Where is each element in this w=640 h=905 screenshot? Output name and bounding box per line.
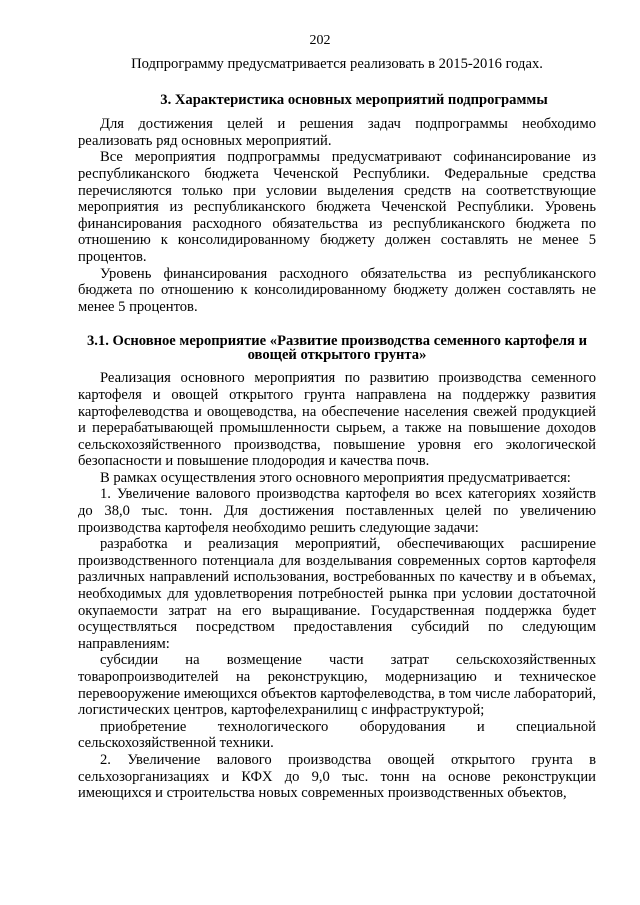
section-3-paragraph: Для достижения целей и решения задач подпрограммы необходимо реализовать ряд основных мероприятий.	[78, 116, 596, 149]
section-3-paragraph: Все мероприятия подпрограммы предусматривают софинансирование из республиканского бюджета Чеченской Республики. Федеральные средства перечисляются только при условии выделения средств на соответствующие мероприятия из республиканского бюджета Чеченской Республики. Уровень финансирования расходного обязательства из республиканского бюджета по отношению к консолидированному бюджету должен составлять не менее 5 процентов.	[78, 149, 596, 265]
intro-line: Подпрограмму предусматривается реализовать в 2015-2016 годах.	[131, 56, 543, 72]
section-3-1-paragraph: разработка и реализация мероприятий, обеспечивающих расширение производственного потенциала для возделывания современных сортов картофеля различных направлений использования, востребованных по качеству и в объемах, необходимых для удовлетворения потребностей рынка при условии достаточной окупаемости затрат на его выращивание. Государственная поддержка будет осуществляться посредством предоставления субсидий по следующим направлениям:	[78, 536, 596, 652]
section-3-1-list-item: 2. Увеличение валового производства овощей открытого грунта в сельхозорганизациях и КФХ до 9,0 тыс. тонн на основе реконструкции имеющихся и строительства новых современных производственных объектов,	[78, 751, 596, 802]
section-3-paragraph: Уровень финансирования расходного обязательства из республиканского бюджета по отношению к консолидированному бюджету должен составлять не менее 5 процентов.	[78, 265, 596, 315]
section-3-1-paragraph: приобретение технологического оборудования и специальной сельскохозяйственной техники.	[78, 718, 596, 752]
section-3-1-paragraph: Реализация основного мероприятия по развитию производства семенного картофеля и овощей открытого грунта направлена на поддержку развития картофелеводства и овощеводства, на обеспечение населения свежей продукцией и перерабатывающей промышленности сырьем, а также на повышение доходов сельскохозяйственного производства, повышение уровня его экологической безопасности и повышение плодородия и качества почв.	[78, 370, 596, 470]
section-3-heading: 3. Характеристика основных мероприятий подпрограммы	[160, 91, 548, 108]
page-content	[78, 56, 596, 802]
section-3-1-list-item: 1. Увеличение валового производства картофеля во всех категориях хозяйств до 38,0 тыс. тонн. Для достижения поставленных целей по увеличению производства картофеля необходимо решить следующие задачи:	[78, 486, 596, 536]
section-3-1-heading: 3.1. Основное мероприятие «Развитие производства семенного картофеля и овощей открытого грунта»	[86, 333, 588, 364]
section-3-1-paragraph: В рамках осуществления этого основного мероприятия предусматривается:	[100, 469, 571, 486]
section-3-1-paragraph: субсидии на возмещение части затрат сельскохозяйственных товаропроизводителей на реконструкцию, модернизацию и техническое перевооружение имеющихся объектов картофелеводства, в том числе лабораторий, логистических центров, картофелехранилищ с инфраструктурой;	[78, 652, 596, 719]
page-number: 202	[309, 33, 331, 48]
